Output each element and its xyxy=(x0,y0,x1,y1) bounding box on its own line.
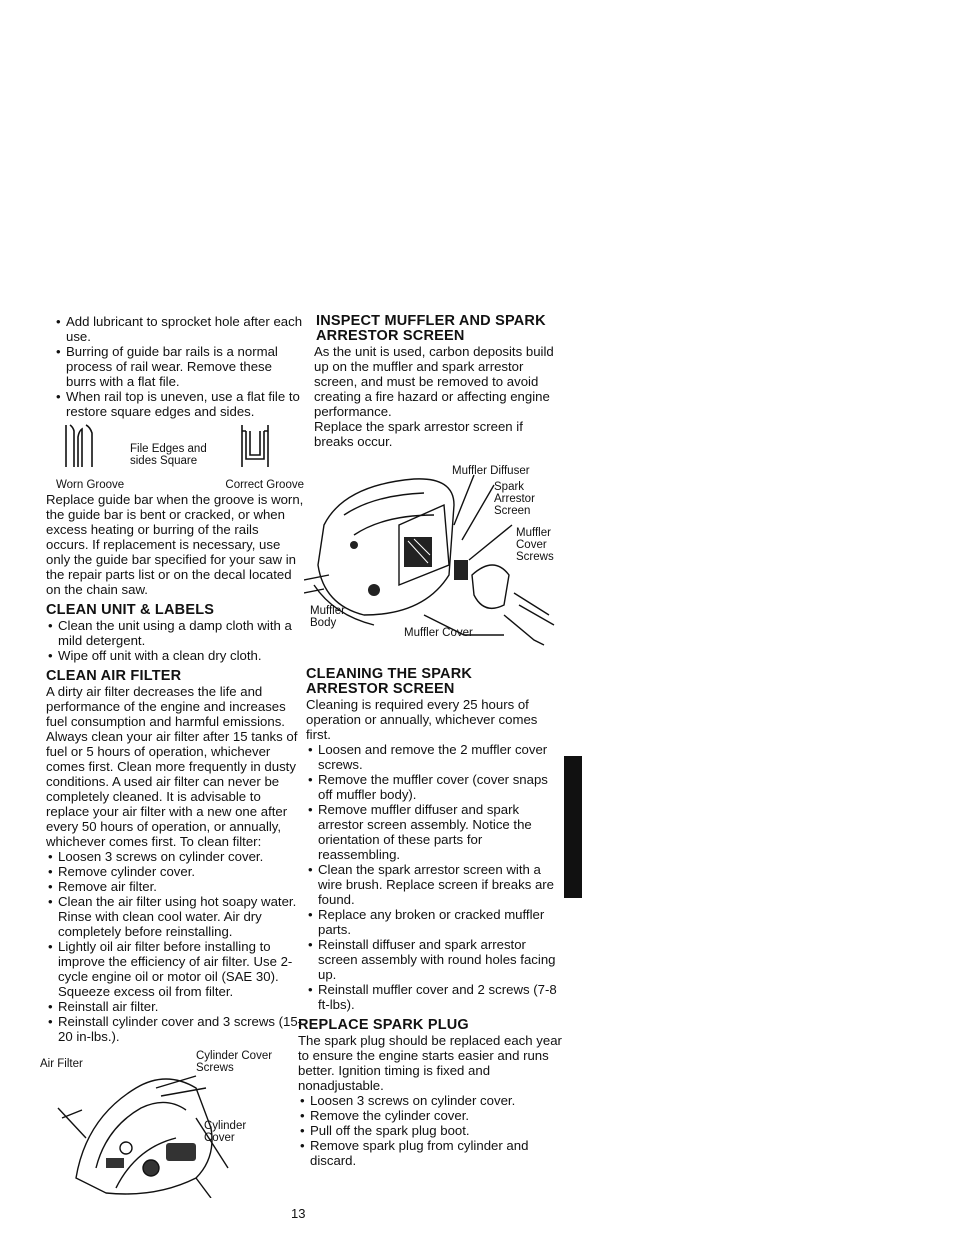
list-item: • Remove the cylinder cover. xyxy=(298,1108,564,1123)
list-item: • Loosen 3 screws on cylinder cover. xyxy=(46,849,304,864)
list-item: • When rail top is uneven, use a flat file to restore square edges and sides. xyxy=(46,389,304,419)
list-item: • Pull off the spark plug boot. xyxy=(298,1123,564,1138)
list-item: • Clean the spark arrestor screen with a wire brush. Replace screen if breaks are found. xyxy=(306,862,564,907)
list-item: • Add lubricant to sprocket hole after each use. xyxy=(46,314,304,344)
cleaning-spark-arrestor-heading: CLEANING THE SPARK ARRESTOR SCREEN xyxy=(306,666,473,697)
replace-spark-plug-heading: REPLACE SPARK PLUG xyxy=(298,1017,469,1033)
worn-groove-drawing xyxy=(66,425,92,467)
inspect-paragraph-1: As the unit is used, carbon deposits build up on the muffler and spark arrestor screen, and must be removed to avoid creating a fire hazard or affecting engine performance. xyxy=(314,344,554,419)
left-column xyxy=(40,314,304,1198)
muffler-cover-label: Muffler Cover xyxy=(404,627,473,639)
spark-arrestor-screen-label: Spark Arrestor Screen xyxy=(494,481,535,517)
list-item: • Loosen and remove the 2 muffler cover screws. xyxy=(306,742,564,772)
groove-figure xyxy=(46,423,304,483)
list-item: • Wipe off unit with a clean dry cloth. xyxy=(46,648,304,663)
air-filter-paragraph: A dirty air filter decreases the life and performance of the engine and increases fuel consumption and harmful emissions. Always clean your air filter after 15 tanks of fuel or 5 hours of operation, whichever comes first. Clean more frequently in dusty conditions. A used air filter can never be completely cleaned. It is advisable to replace your air filter with a new one after every 50 hours of operation, or annually, whichever comes first. To clean filter: xyxy=(46,684,298,849)
page-number: 13 xyxy=(291,1206,306,1221)
cleaning-bullets xyxy=(306,742,564,1012)
list-item: • Remove muffler diffuser and spark arrestor screen assembly. Notice the orientation of these parts for reassembling. xyxy=(306,802,564,862)
right-column xyxy=(298,313,564,1168)
spark-plug-paragraph: The spark plug should be replaced each year to ensure the engine starts easier and runs better. Ignition timing is fixed and nonadjustable. xyxy=(298,1033,562,1093)
list-item: • Clean the air filter using hot soapy water. Rinse with clean cool water. Air dry completely before reinstalling. xyxy=(46,894,304,939)
list-item: • Burring of guide bar rails is a normal process of rail wear. Remove these burrs with a flat file. xyxy=(46,344,304,389)
cylinder-cover-screws-label: Cylinder Cover Screws xyxy=(196,1050,273,1074)
correct-groove-label: Correct Groove xyxy=(225,479,304,491)
air-filter-bullets xyxy=(46,849,304,1044)
list-item: • Reinstall muffler cover and 2 screws (7-8 ft-lbs). xyxy=(306,982,564,1012)
muffler-diffuser-label: Muffler Diffuser xyxy=(452,465,530,477)
list-item: • Reinstall air filter. xyxy=(46,999,304,1014)
file-edges-label: File Edges and sides Square xyxy=(130,443,207,467)
clean-unit-heading: CLEAN UNIT & LABELS xyxy=(46,602,215,618)
list-item: • Remove the muffler cover (cover snaps off muffler body). xyxy=(306,772,564,802)
list-item: • Clean the unit using a damp cloth with a mild detergent. xyxy=(46,618,304,648)
list-item: • Reinstall cylinder cover and 3 screws (15-20 in-lbs.). xyxy=(46,1014,304,1044)
list-item: • Reinstall diffuser and spark arrestor screen assembly with round holes facing up. xyxy=(306,937,564,982)
cylinder-cover-label: Cylinder Cover xyxy=(204,1120,247,1144)
list-item: • Remove spark plug from cylinder and discard. xyxy=(298,1138,564,1168)
list-item: • Remove cylinder cover. xyxy=(46,864,304,879)
list-item: • Lightly oil air filter before installing to improve the efficiency of air filter. Use 2-cycle engine oil or motor oil (SAE 30). Squeeze excess oil from filter. xyxy=(46,939,304,999)
muffler-body-label: Muffler Body xyxy=(310,605,345,629)
muffler-cover-screws-label: Muffler Cover Screws xyxy=(516,527,554,563)
list-item: • Remove air filter. xyxy=(46,879,304,894)
clean-air-filter-heading: CLEAN AIR FILTER xyxy=(46,668,182,684)
worn-groove-label: Worn Groove xyxy=(56,479,125,491)
guide-bar-bullets xyxy=(46,314,304,419)
inspect-paragraph-2: Replace the spark arrestor screen if breaks occur. xyxy=(314,419,523,449)
list-item: • Replace any broken or cracked muffler parts. xyxy=(306,907,564,937)
cleaning-paragraph: Cleaning is required every 25 hours of operation or annually, whichever comes first. xyxy=(306,697,538,742)
section-tab-marker xyxy=(564,756,582,898)
inspect-muffler-heading: INSPECT MUFFLER AND SPARK ARRESTOR SCREEN xyxy=(316,313,546,344)
air-filter-label: Air Filter xyxy=(40,1058,83,1070)
cylinder-cover-figure xyxy=(40,1048,304,1198)
spark-plug-bullets xyxy=(298,1093,564,1168)
clean-unit-bullets xyxy=(46,618,304,663)
muffler-figure xyxy=(304,465,564,655)
list-item: • Loosen 3 screws on cylinder cover. xyxy=(298,1093,564,1108)
correct-groove-drawing xyxy=(242,425,268,467)
replace-guide-bar-paragraph: Replace guide bar when the groove is worn, the guide bar is bent or cracked, or when excess heating or burring of the rails occurs. If replacement is necessary, use only the guide bar specified for your saw in the repair parts list or on the decal located on the chain saw. xyxy=(46,492,304,597)
